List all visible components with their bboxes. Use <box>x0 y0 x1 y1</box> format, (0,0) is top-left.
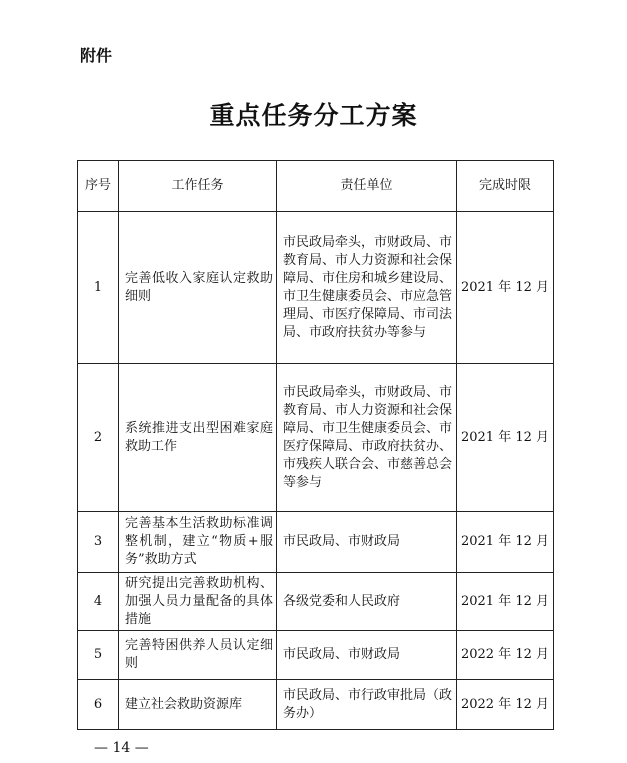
row-number: 5 <box>78 631 119 680</box>
table-row <box>78 364 554 512</box>
row-task: 完善基本生活救助标准调整机制，建立“物质+服务”救助方式 <box>119 512 277 573</box>
row-number: 1 <box>78 212 119 364</box>
row-task: 研究提出完善救助机构、加强人员力量配备的具体措施 <box>119 573 277 631</box>
row-deadline: 2022 年 12 月 <box>457 680 554 730</box>
row-unit: 市民政局牵头，市财政局、市教育局、市人力资源和社会保障局、市住房和城乡建设局、市卫生健康委员会、市应急管理局、市医疗保障局、市司法局、市政府扶贫办等参与 <box>277 212 457 364</box>
header-task: 工作任务 <box>119 161 277 212</box>
row-deadline: 2022 年 12 月 <box>457 631 554 680</box>
row-number: 6 <box>78 680 119 730</box>
row-deadline: 2021 年 12 月 <box>457 212 554 364</box>
table-row <box>78 212 554 364</box>
table-row <box>78 573 554 631</box>
document-title: 重点任务分工方案 <box>209 101 418 130</box>
table-row <box>78 631 554 680</box>
row-unit: 市民政局、市财政局 <box>277 631 457 680</box>
header-unit: 责任单位 <box>277 161 457 212</box>
table-row <box>78 512 554 573</box>
header-no: 序号 <box>78 161 119 212</box>
row-number: 3 <box>78 512 119 573</box>
row-deadline: 2021 年 12 月 <box>457 364 554 512</box>
row-unit: 市民政局牵头，市财政局、市教育局、市人力资源和社会保障局、市卫生健康委员会、市医疗保障局、市政府扶贫办、市残疾人联合会、市慈善总会等参与 <box>277 364 457 512</box>
row-number: 4 <box>78 573 119 631</box>
row-deadline: 2021 年 12 月 <box>457 512 554 573</box>
header-deadline: 完成时限 <box>457 161 554 212</box>
row-number: 2 <box>78 364 119 512</box>
row-task: 系统推进支出型困难家庭救助工作 <box>119 364 277 512</box>
row-unit: 市民政局、市财政局 <box>277 512 457 573</box>
page-number: — 14 — <box>94 740 149 756</box>
attachment-label: 附件 <box>80 46 113 65</box>
row-task: 完善低收入家庭认定救助细则 <box>119 212 277 364</box>
row-task: 建立社会救助资源库 <box>119 680 277 730</box>
table-header-row <box>78 161 554 212</box>
row-unit: 各级党委和人民政府 <box>277 573 457 631</box>
row-task: 完善特困供养人员认定细则 <box>119 631 277 680</box>
task-table <box>77 160 554 730</box>
row-unit: 市民政局、市行政审批局（政务办） <box>277 680 457 730</box>
row-deadline: 2021 年 12 月 <box>457 573 554 631</box>
table-row <box>78 680 554 730</box>
